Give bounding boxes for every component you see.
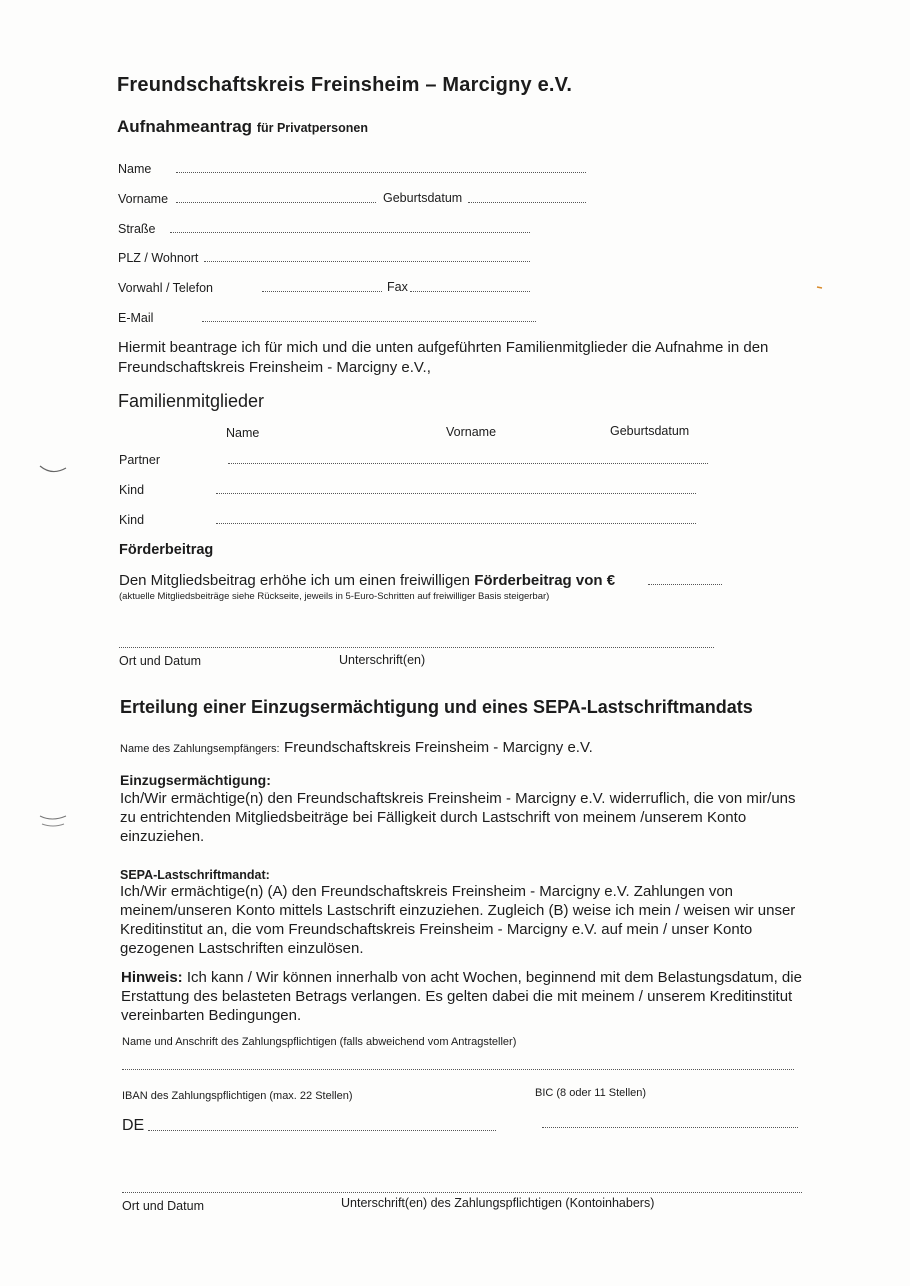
unterschrift-label-1: Unterschrift(en) [339, 653, 426, 667]
punch-hole-mark-top [38, 462, 68, 476]
hinweis-line2: Erstattung des belasteten Betrags verlangen. Es gelten dabei die mit meinem / unserem Kreditinstitut [121, 988, 793, 1005]
form-title [117, 117, 368, 137]
geburtsdatum-field[interactable] [468, 202, 586, 203]
vorname-label: Vorname [118, 192, 169, 206]
family-heading: Familienmitglieder [118, 391, 265, 411]
mandat-line2: meinem/unseren Konto mittels Lastschrift einzuziehen. Zugleich (B) weise ich mein / weisen wir unser [120, 902, 796, 919]
email-field[interactable] [202, 321, 536, 322]
fax-label: Fax [387, 280, 408, 294]
payer-label: Name und Anschrift des Zahlungspflichtigen (falls abweichend vom Antragsteller) [122, 1036, 517, 1048]
iban-field[interactable] [148, 1130, 496, 1131]
signature-line-2[interactable] [122, 1192, 802, 1193]
partner-field[interactable] [228, 463, 708, 464]
name-label: Name [118, 162, 152, 176]
vorname-field[interactable] [176, 202, 376, 203]
signature-line-1[interactable] [119, 647, 714, 648]
family-col-geburtsdatum: Geburtsdatum [610, 424, 690, 438]
strasse-label: Straße [118, 222, 156, 236]
mandat-line1: Ich/Wir ermächtige(n) (A) den Freundschaftskreis Freinsheim - Marcigny e.V. Zahlungen von [120, 883, 734, 900]
recipient-row [120, 739, 593, 757]
strasse-field[interactable] [170, 232, 530, 233]
form-subtitle: für Privatpersonen [256, 121, 368, 135]
fax-field[interactable] [410, 291, 530, 292]
einzug-line3: einzuziehen. [120, 828, 205, 845]
mandat-line4: gezogenen Lastschriften einzulösen. [120, 940, 364, 957]
foerder-text-prefix: Den Mitgliedsbeitrag erhöhe ich um einen freiwilligen [119, 572, 475, 589]
form-title-main: Aufnahmeantrag [117, 117, 253, 136]
bic-field[interactable] [542, 1127, 798, 1128]
family-row-kind-2: Kind [119, 513, 145, 527]
hinweis-line1-text: Ich kann / Wir können innerhalb von acht Wochen, beginnend mit dem Belastungsdatum, die [182, 969, 802, 986]
telefon-field[interactable] [262, 291, 382, 292]
bic-label: BIC (8 oder 11 Stellen) [535, 1087, 647, 1099]
family-row-partner: Partner [119, 453, 160, 467]
kind-2-field[interactable] [216, 523, 696, 524]
recipient-value: Freundschaftskreis Freinsheim - Marcigny e.V. [284, 739, 593, 756]
family-col-name: Name [226, 426, 260, 440]
iban-label: IBAN des Zahlungspflichtigen (max. 22 Stellen) [122, 1090, 353, 1102]
family-col-vorname: Vorname [446, 425, 497, 439]
plz-wohnort-label: PLZ / Wohnort [118, 251, 199, 265]
einzug-heading: Einzugsermächtigung: [120, 772, 271, 788]
iban-prefix: DE [122, 1117, 145, 1134]
email-label: E-Mail [118, 311, 154, 325]
family-row-kind-1: Kind [119, 483, 145, 497]
mandat-heading: SEPA-Lastschriftmandat: [120, 868, 270, 882]
sepa-title: Erteilung einer Einzugsermächtigung und eines SEPA-Lastschriftmandats [120, 697, 753, 717]
foerder-text [119, 571, 615, 590]
foerder-heading: Förderbeitrag [119, 542, 214, 558]
hinweis-label: Hinweis: [121, 969, 183, 986]
hinweis-line1 [121, 968, 802, 987]
application-text-line2: Freundschaftskreis Freinsheim - Marcigny e.V., [118, 359, 431, 376]
hinweis-line3: vereinbarten Bedingungen. [121, 1007, 302, 1024]
payer-field[interactable] [122, 1069, 794, 1070]
organization-title: Freundschaftskreis Freinsheim – Marcigny e.V. [117, 74, 573, 96]
name-field[interactable] [176, 172, 586, 173]
geburtsdatum-label: Geburtsdatum [383, 191, 463, 205]
plz-wohnort-field[interactable] [204, 261, 530, 262]
scan-speck [816, 284, 824, 290]
kind-1-field[interactable] [216, 493, 696, 494]
punch-hole-mark-bottom [38, 812, 68, 832]
foerder-amount-field[interactable] [648, 584, 722, 585]
foerder-text-bold: Förderbeitrag von € [474, 572, 616, 589]
unterschrift-label-2: Unterschrift(en) des Zahlungspflichtigen (Kontoinhabers) [341, 1196, 655, 1210]
foerder-note: (aktuelle Mitgliedsbeiträge siehe Rückseite, jeweils in 5-Euro-Schritten auf freiwilliger Basis steigerbar) [119, 591, 550, 602]
mandat-line3: Kreditinstitut an, die vom Freundschaftskreis Freinsheim - Marcigny e.V. auf mein / unser Konto [120, 921, 753, 938]
einzug-line1: Ich/Wir ermächtige(n) den Freundschaftskreis Freinsheim - Marcigny e.V. widerruflich, die von mir/uns [120, 790, 796, 807]
application-text-line1: Hiermit beantrage ich für mich und die unten aufgeführten Familienmitglieder die Aufnahme in den [118, 339, 769, 356]
einzug-line2: zu entrichtenden Mitgliedsbeiträge bei Fälligkeit durch Lastschrift von meinem /unserem Konto [120, 809, 747, 826]
ort-datum-label-2: Ort und Datum [122, 1199, 204, 1213]
telefon-label: Vorwahl / Telefon [118, 281, 213, 295]
ort-datum-label-1: Ort und Datum [119, 654, 201, 668]
recipient-label: Name des Zahlungsempfängers: [120, 743, 280, 755]
